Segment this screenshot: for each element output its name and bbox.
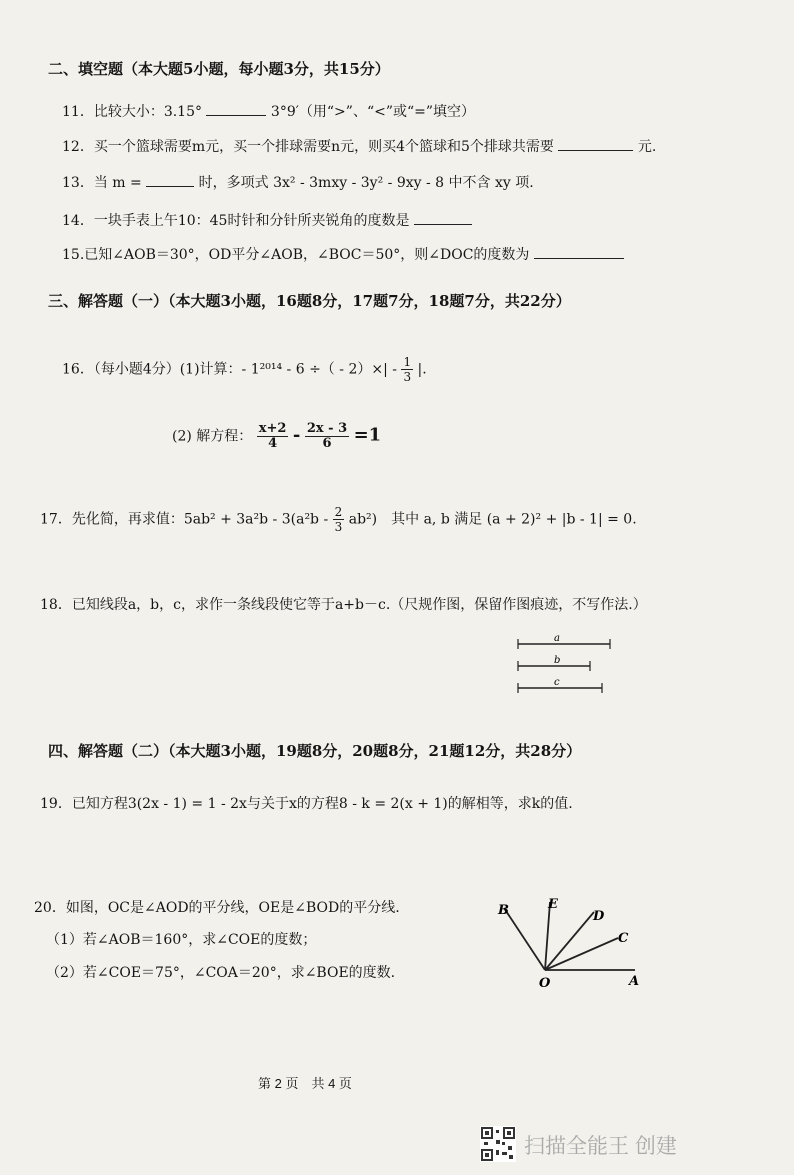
q11-text-b: 3°9′（用“>”、“<”或“=”填空） bbox=[270, 104, 476, 120]
q17-denominator: 3 bbox=[334, 520, 343, 534]
qr-code-icon bbox=[480, 1126, 516, 1162]
q12-answer-blank[interactable] bbox=[558, 136, 633, 151]
q16-2-numerator-2: 2x - 3 bbox=[306, 421, 348, 436]
q16-1-numerator: 1 bbox=[403, 355, 412, 369]
page-footer: 第 2 页 共 4 页 bbox=[258, 1076, 352, 1091]
section-fill-blank-title: 二、填空题（本大题5小题，每小题3分，共15分） bbox=[48, 60, 390, 78]
point-a-label: A bbox=[629, 974, 640, 989]
q17-text-b: ab²) 其中 a, b 满足 (a + 2)² + |b - 1| = 0. bbox=[348, 511, 637, 528]
q16-2-denominator-1: 4 bbox=[268, 436, 278, 451]
question-17 bbox=[40, 505, 637, 534]
q16-2-equals: =1 bbox=[353, 424, 382, 446]
q16-2-minus: - bbox=[292, 424, 301, 446]
ray-ob bbox=[504, 908, 545, 970]
q16-1-denominator: 3 bbox=[403, 370, 412, 384]
question-19: 19．已知方程3(2x - 1) = 1 - 2x与关于x的方程8 - k = 2(x + 1)的解相等，求k的值. bbox=[40, 796, 573, 812]
question-18: 18．已知线段a，b，c，求作一条线段使它等于a+b－c.（尺规作图，保留作图痕迹，不写作法.） bbox=[40, 597, 647, 613]
segment-a bbox=[518, 633, 610, 649]
section-solve2-title: 四、解答题（二）（本大题3小题，19题8分，20题8分，21题12分，共28分） bbox=[48, 742, 582, 760]
ray-oc bbox=[545, 938, 618, 970]
question-20-part-2: （2）若∠COE＝75°，∠COA＝20°，求∠BOE的度数. bbox=[46, 965, 396, 981]
question-20: 20．如图，OC是∠AOD的平分线，OE是∠BOD的平分线. bbox=[34, 900, 400, 916]
section-solve1-title: 三、解答题（一）（本大题3小题，16题8分，17题7分，18题7分，共22分） bbox=[48, 292, 571, 310]
question-16-2 bbox=[172, 422, 381, 451]
question-13 bbox=[62, 172, 534, 192]
q17-fraction bbox=[333, 505, 345, 534]
segment-c bbox=[518, 677, 602, 693]
question-20-part-1: （1）若∠AOB＝160°，求∠COE的度数； bbox=[46, 932, 317, 948]
ray-od bbox=[545, 912, 594, 970]
q13-answer-blank[interactable] bbox=[146, 172, 194, 187]
question-11 bbox=[62, 101, 475, 121]
segment-b bbox=[518, 655, 590, 671]
q16-2-fraction-1 bbox=[257, 422, 289, 451]
point-c-label: C bbox=[618, 931, 629, 946]
q11-answer-blank[interactable] bbox=[206, 101, 266, 116]
point-e-label: E bbox=[548, 897, 558, 912]
q16-2-numerator-1: x+2 bbox=[258, 421, 287, 436]
segment-b-label: b bbox=[554, 655, 561, 666]
q12-text-a: 12．买一个篮球需要m元，买一个排球需要n元，则买4个篮球和5个排球共需要 bbox=[62, 139, 554, 155]
q14-answer-blank[interactable] bbox=[414, 210, 472, 225]
question-12 bbox=[62, 136, 656, 156]
q13-text-b: 时，多项式 3x² - 3mxy - 3y² - 9xy - 8 中不含 xy 项. bbox=[198, 175, 534, 191]
q17-numerator: 2 bbox=[334, 505, 343, 519]
q17-text-a: 17．先化简，再求值：5ab² + 3a²b - 3(a²b - bbox=[40, 511, 329, 528]
q16-2-denominator-2: 6 bbox=[322, 436, 332, 451]
watermark-text: 扫描全能王 创建 bbox=[524, 1135, 677, 1158]
segment-c-label: c bbox=[554, 677, 560, 688]
q15-text: 15.已知∠AOB＝30°，OD平分∠AOB，∠BOC＝50°，则∠DOC的度数为 bbox=[62, 247, 530, 263]
question-15 bbox=[62, 244, 624, 264]
angle-figure bbox=[490, 890, 650, 990]
q14-text: 14．一块手表上午10：45时针和分针所夹锐角的度数是 bbox=[62, 213, 410, 229]
segment-a-label: a bbox=[554, 633, 560, 644]
point-b-label: B bbox=[498, 903, 509, 918]
q15-answer-blank[interactable] bbox=[534, 244, 624, 259]
q16-2-text: (2) 解方程： bbox=[172, 428, 253, 445]
q11-text-a: 11．比较大小：3.15° bbox=[62, 104, 202, 120]
segments-figure bbox=[510, 630, 620, 700]
q16-2-fraction-2 bbox=[305, 422, 349, 451]
question-16-1 bbox=[62, 355, 427, 384]
point-o-label: O bbox=[539, 976, 551, 990]
point-d-label: D bbox=[593, 909, 605, 924]
q12-text-b: 元. bbox=[637, 139, 657, 155]
q13-text-a: 13．当 m = bbox=[62, 175, 142, 191]
q16-1-text: 16．（每小题4分）(1)计算：- 1²⁰¹⁴ - 6 ÷（ - 2）×| - bbox=[62, 361, 397, 378]
ray-oe bbox=[545, 902, 550, 970]
q16-1-end: |. bbox=[417, 361, 427, 378]
question-14 bbox=[62, 210, 472, 230]
q16-1-fraction bbox=[401, 355, 413, 384]
